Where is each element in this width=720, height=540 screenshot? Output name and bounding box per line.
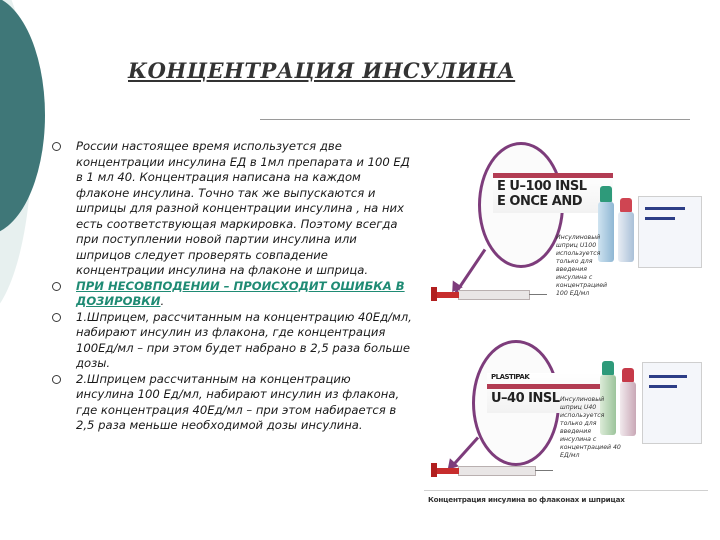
bullet-circle-icon xyxy=(52,142,61,151)
u100-note: Инсулиновый шприц U100 используется только для введения инсулина с концентрацией 100 ЕД/мл xyxy=(556,234,608,297)
bullet-item xyxy=(52,279,412,310)
syringe-needle xyxy=(529,294,547,295)
box-stripe xyxy=(645,207,685,210)
bullet-text: 2.Шприцем рассчитанным на концентрацию инсулина 100 Ед/мл, набирают инсулин из флакона, где концентрация 40Ед/мл – при этом набирается в 2,5 раза меньше необходимой дозы инсулина. xyxy=(76,371,400,432)
figure-caption: Концентрация инсулина во флаконах и шприцах xyxy=(428,495,625,504)
box-stripe xyxy=(645,217,675,220)
bullet-text xyxy=(76,279,412,310)
label-stripe xyxy=(493,173,613,178)
bullet-circle-icon xyxy=(52,313,61,322)
vial-cap xyxy=(622,368,634,382)
syringe-u40 xyxy=(458,466,536,476)
bullet-circle-icon xyxy=(52,282,61,291)
label-stripe xyxy=(487,384,607,389)
box-stripe xyxy=(649,385,677,388)
title-divider xyxy=(260,119,690,120)
bullet-circle-icon xyxy=(52,375,61,384)
magnifier-u100 xyxy=(478,142,587,268)
insulin-concentration-illustration xyxy=(420,150,710,520)
insulin-box xyxy=(638,196,702,268)
caption-divider xyxy=(424,490,708,491)
syringe-plunger xyxy=(437,292,459,298)
syringe-plunger xyxy=(437,468,459,474)
bullet-text: России настоящее время используется две концентрации инсулина ЕД в 1мл препарата и 100 ЕД в 1 мл 40. Концентрация написана на каждом флаконе инсулина. Точно так же выпускаются и шприцы для разной концентрации инсулина , на них есть соответствующая маркировка. Поэтому всегда при поступлении новой партии инсулина или шприцов следует проверять совпадение концентрации инсулина на флаконе и шприца. xyxy=(76,139,410,277)
slide-title: КОНЦЕНТРАЦИЯ ИНСУЛИНА xyxy=(128,58,516,83)
label-text-line1: PLASTIPAK xyxy=(491,373,530,381)
decorative-teal-circle xyxy=(0,0,45,235)
insulin-box xyxy=(642,362,702,444)
vial-cap xyxy=(620,198,632,212)
bullet-text: 1.Шприцем, рассчитанным на концентрацию 40Ед/мл, набирают инсулин из флакона, где концентрация 100Ед/мл – при этом будет набрано в 2,5 раза больше дозы. xyxy=(76,309,412,370)
syringe-needle xyxy=(535,470,553,471)
insulin-vial xyxy=(618,212,634,262)
magnifier-u40 xyxy=(472,340,560,466)
vial-cap xyxy=(600,186,612,202)
insulin-vial xyxy=(620,382,636,436)
vial-cap xyxy=(602,361,614,375)
u40-note: Инсулиновый шприц U40 используется только для введения инсулина с концентрацией 40 ЕД/мл xyxy=(560,396,621,459)
bullet-item xyxy=(52,139,412,279)
bullet-text-tail: . xyxy=(160,294,165,308)
label-text-line2: U–40 INSL xyxy=(491,391,560,406)
bullet-list xyxy=(52,139,412,434)
label-text-line2: E ONCE AND xyxy=(497,194,583,209)
syringe-u100 xyxy=(458,290,530,300)
bullet-item xyxy=(52,310,412,372)
vial-label-u100 xyxy=(493,173,613,213)
dosing-error-warning: ПРИ НЕСОВПОДЕНИИ – ПРОИСХОДИТ ОШИБКА В ДОЗИРОВКИ xyxy=(76,278,405,308)
label-text-line1: E U–100 INSL xyxy=(497,179,587,194)
bullet-item xyxy=(52,372,412,434)
box-stripe xyxy=(649,375,687,378)
